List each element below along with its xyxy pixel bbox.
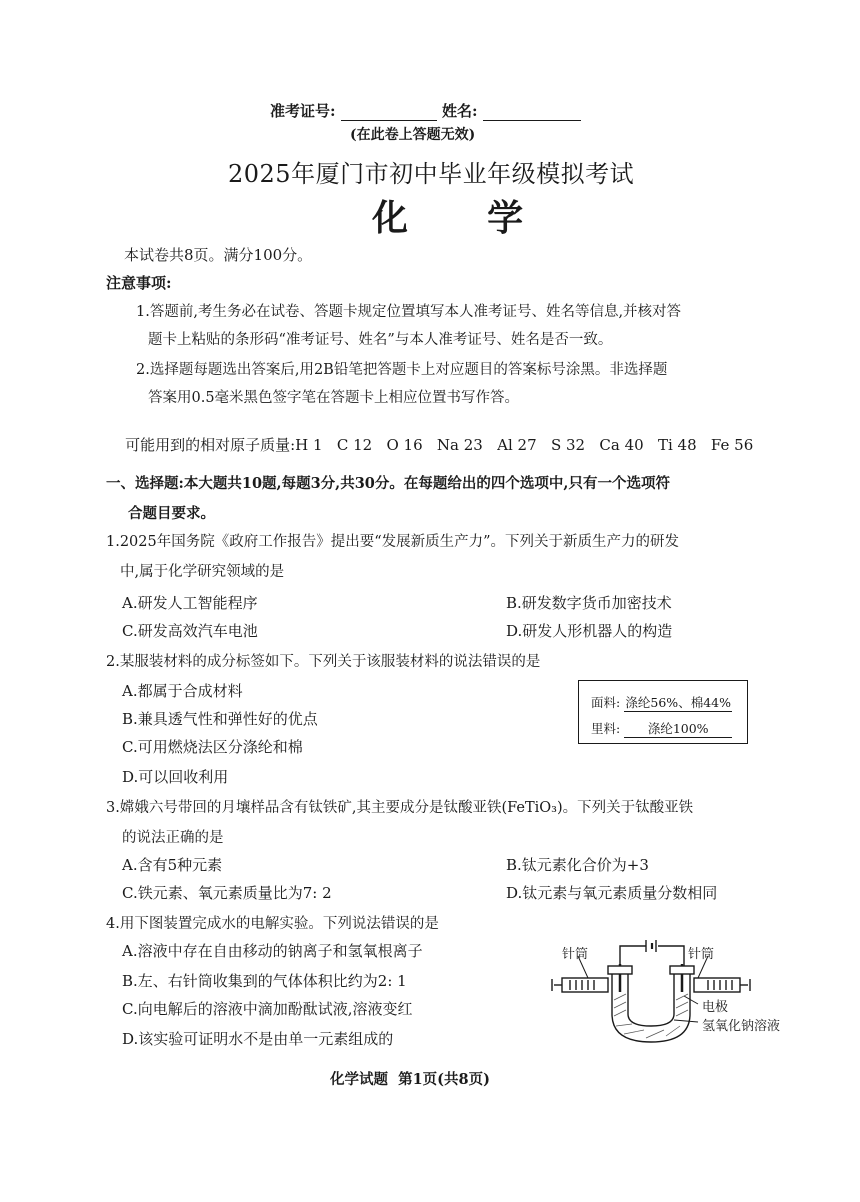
name-label: 姓名: [442, 102, 478, 120]
q2-option-d: D.可以回收利用 [122, 768, 229, 786]
fabric-outer-value: 涤纶56%、棉44% [625, 695, 731, 710]
q2-option-c: C.可用燃烧法区分涤纶和棉 [122, 738, 303, 756]
fabric-row-lining [591, 719, 732, 738]
notice-heading: 注意事项: [106, 274, 172, 292]
atomic-mass-row [106, 416, 753, 473]
q3-option-b: B.钛元素化合价为+3 [506, 856, 649, 874]
q3-option-d: D.钛元素与氧元素质量分数相同 [506, 884, 718, 902]
pages-score: 本试卷共8页。满分100分。 [124, 246, 313, 264]
q4-option-c: C.向电解后的溶液中滴加酚酞试液,溶液变红 [122, 1000, 413, 1018]
fabric-lining-label: 里料: [591, 721, 621, 736]
q1-option-b: B.研发数字货币加密技术 [506, 594, 672, 612]
atomic-mass-label: 可能用到的相对原子质量: [125, 436, 296, 454]
q4-option-d: D.该实验可证明水不是由单一元素组成的 [122, 1030, 394, 1048]
fabric-label-box [578, 680, 748, 744]
notice-1-line1: 1.答题前,考生务必在试卷、答题卡规定位置填写本人准考证号、姓名等信息,并核对答 [136, 304, 682, 320]
fabric-outer-label: 面料: [591, 695, 621, 710]
q4-option-b: B.左、右针筒收集到的气体体积比约为2: 1 [122, 972, 407, 990]
page-footer: 化学试题 第1页(共8页) [330, 1071, 490, 1088]
exam-title: 2025年厦门市初中毕业年级模拟考试 [228, 160, 635, 188]
q1-option-c: C.研发高效汽车电池 [122, 622, 258, 640]
exam-id-label: 准考证号: [270, 102, 336, 120]
solution-label: 氢氧化钠溶液 [702, 1019, 781, 1034]
q4-stem: 4.用下图装置完成水的电解实验。下列说法错误的是 [106, 916, 439, 932]
q1-stem-line2: 中,属于化学研究领域的是 [120, 564, 285, 580]
q4-option-a: A.溶液中存在自由移动的钠离子和氢氧根离子 [122, 942, 423, 960]
q2-option-a: A.都属于合成材料 [122, 682, 243, 700]
q3-stem-line2: 的说法正确的是 [122, 830, 224, 846]
q2-stem: 2.某服装材料的成分标签如下。下列关于该服装材料的说法错误的是 [106, 654, 541, 670]
left-syringe-label: 针筒 [562, 947, 589, 962]
fabric-row-outer [591, 693, 732, 712]
q3-stem-line1: 3.嫦娥六号带回的月壤样品含有钛铁矿,其主要成分是钛酸亚铁(FeTiO₃)。下列关于钛酸亚铁 [106, 800, 694, 816]
q3-option-a: A.含有5种元素 [122, 856, 223, 874]
section1-heading-line1: 一、选择题:本大题共10题,每题3分,共30分。在每题给出的四个选项中,只有一个选项符 [106, 475, 670, 492]
exam-id-blank [341, 104, 437, 121]
exam-id-row [270, 100, 581, 121]
notice-2-line2: 答案用0.5毫米黑色签字笔在答题卡上相应位置书写作答。 [148, 390, 520, 406]
atomic-mass-values: H 1 C 12 O 16 Na 23 Al 27 S 32 Ca 40 Ti 48 Fe 56 [295, 436, 754, 454]
invalid-note: (在此卷上答题无效) [350, 127, 476, 143]
notice-1-line2: 题卡上粘贴的条形码“准考证号、姓名”与本人准考证号、姓名是否一致。 [148, 332, 613, 348]
notice-2-line1: 2.选择题每题选出答案后,用2B铅笔把答题卡上对应题目的答案标号涂黑。非选择题 [136, 362, 668, 378]
right-syringe-label: 针筒 [688, 947, 715, 962]
subject-title: 化 学 [372, 197, 542, 239]
q2-option-b: B.兼具透气性和弹性好的优点 [122, 710, 318, 728]
section1-heading-line2: 合题目要求。 [128, 505, 215, 522]
q1-stem-line1: 1.2025年国务院《政府工作报告》提出要“发展新质生产力”。下列关于新质生产力的研发 [106, 534, 680, 550]
electrode-label: 电极 [702, 1000, 729, 1015]
fabric-lining-value: 涤纶100% [624, 719, 732, 738]
q1-option-a: A.研发人工智能程序 [122, 594, 258, 612]
name-blank [483, 104, 581, 121]
q1-option-d: D.研发人形机器人的构造 [506, 622, 673, 640]
q3-option-c: C.铁元素、氧元素质量比为7: 2 [122, 884, 332, 902]
